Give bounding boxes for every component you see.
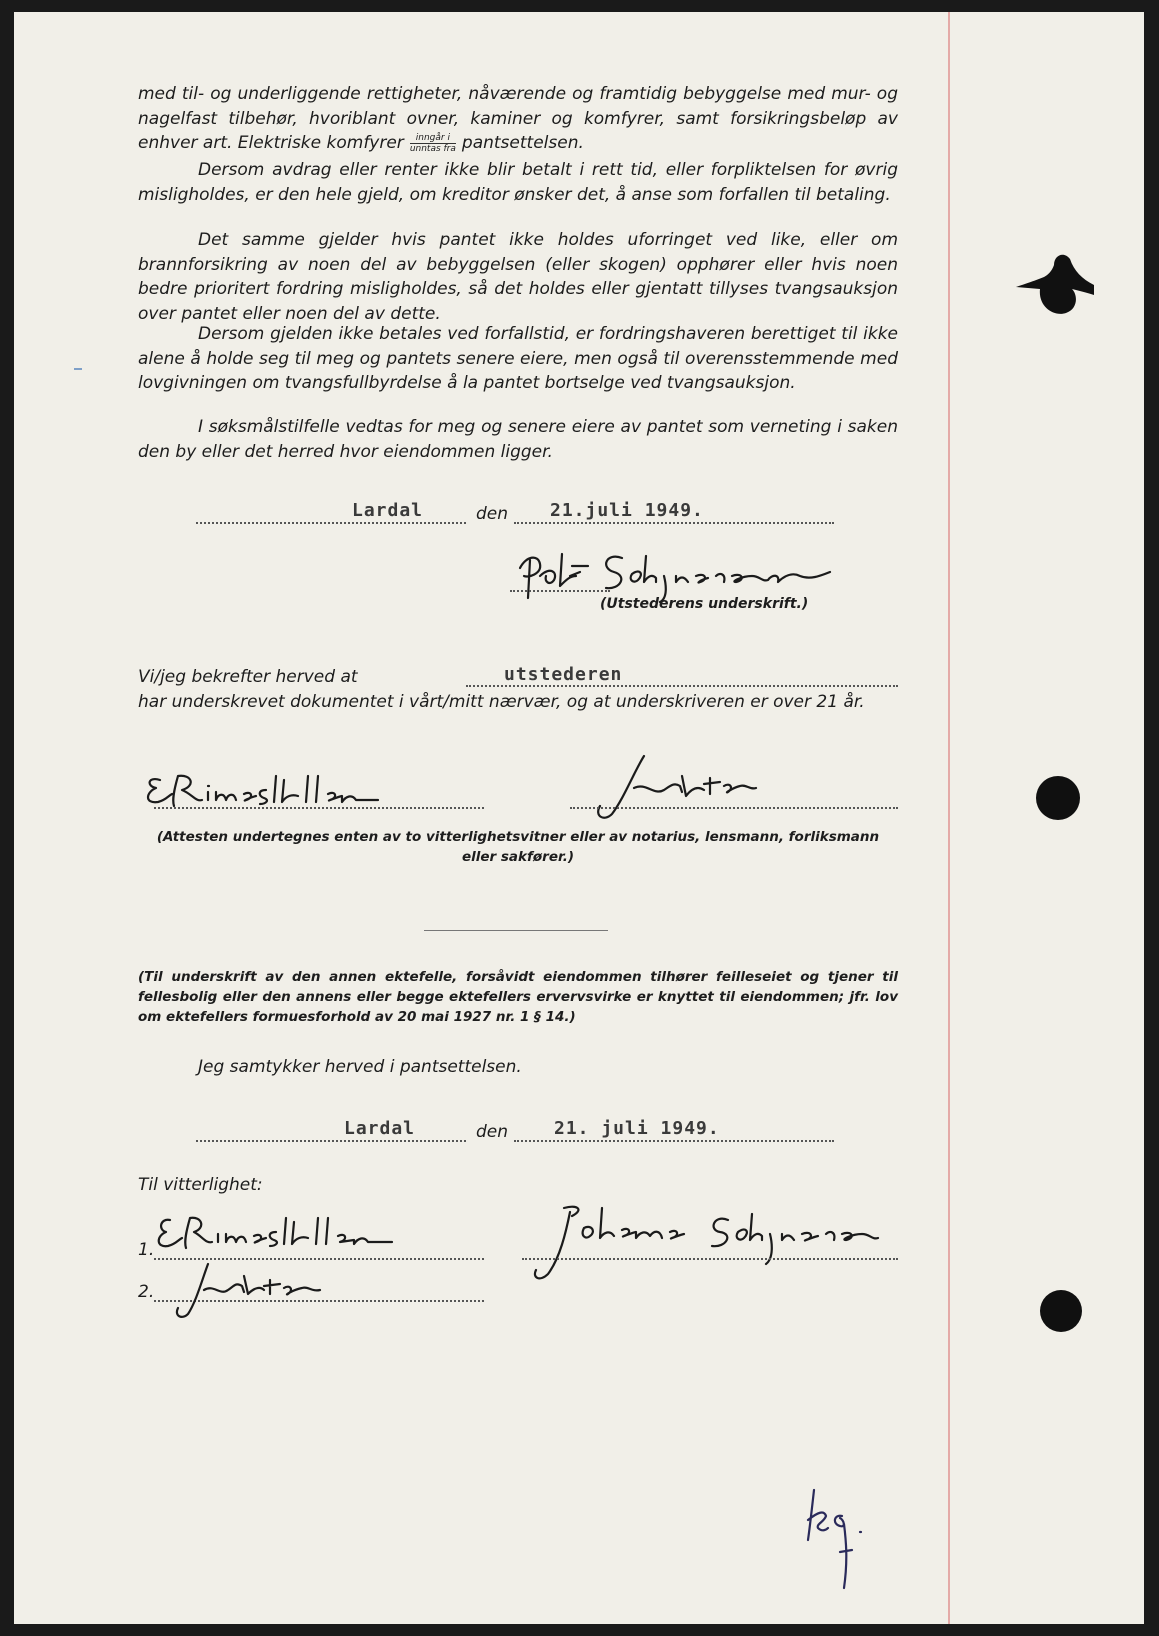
witness-heading: Til vitterlighet: [138, 1175, 263, 1195]
margin-rule [948, 12, 950, 1624]
ink-speck [74, 368, 82, 370]
paragraph-1 [138, 82, 898, 156]
punch-hole-1 [1036, 776, 1080, 820]
paragraph-2: Dersom avdrag eller renter ikke blir betalt i rett tid, eller forpliktelsen for øvrig misligholdes, er den hele gjeld, om kreditor ønsker det, å anse som forfallen til betaling. [138, 160, 898, 205]
witness-signature-2 [574, 752, 774, 822]
witness-line-2 [570, 807, 898, 809]
paragraph-4: Dersom gjelden ikke betales ved forfallstid, er fordringshaveren berettiget til ikke alene å holde seg til meg og pantets senere eiere, men også til overensstemmende med lovgivningen om tvangsfullbyrdelse å la pantet bortselge ved tvangsauksjon. [138, 324, 898, 393]
witness-number-2: 2. [138, 1282, 155, 1302]
date-typed-2: 21. juli 1949. [554, 1118, 720, 1139]
punch-hole-2 [1040, 1290, 1082, 1332]
paragraph-3: Det samme gjelder hvis pantet ikke holdes uforringet ved like, eller om brannforsikring av noen del av bebyggelsen (eller skogen) opphører eller hvis noen bedre prioritert fordring misligholdes, så det holdes eller gjentatt tillyses tvangsauksjon over pantet eller noen del av dette. [138, 230, 898, 324]
date-line-1 [514, 522, 834, 524]
spouse-note: (Til underskrift av den annen ektefelle, forsåvidt eiendommen tilhører feilleseiet og tjener til fellesbolig eller den annens eller begge ektefellers ervervsvirke er knyttet til eiendommen; jfr. lov om ektefellers formuesforhold av 20 mai 1927 nr. 1 § 14.) [138, 969, 898, 1025]
fraction-top: inngår i [410, 133, 456, 144]
place-line-1 [196, 522, 466, 524]
place-line-2 [196, 1140, 466, 1142]
confirm-prefix: Vi/jeg bekrefter herved at [138, 667, 358, 687]
spouse-sig-line [522, 1258, 898, 1260]
confirm-line [466, 685, 898, 687]
den-label-2: den [476, 1122, 509, 1142]
date-line-2 [514, 1140, 834, 1142]
place-typed-2: Lardal [344, 1118, 416, 1139]
witness-line-1 [154, 807, 484, 809]
den-label-1: den [476, 504, 509, 524]
witness-number-1: 1. [138, 1240, 155, 1260]
attest-note: (Attesten undertegnes enten av to vitterlighetsvitner eller av notarius, lensmann, forliksmann eller sakfører.) [156, 829, 880, 865]
paragraph-1-text: med til- og underliggende rettigheter, nåværende og framtidig bebyggelse med mur- og nagelfast tilbehør, hvoriblant ovner, kaminer og komfyrer, samt forsikringsbeløp av enhver art. Elektriske komfyrer [138, 84, 898, 153]
spouse-signature [520, 1202, 900, 1286]
confirm-text: har underskrevet dokumentet i vårt/mitt nærvær, og at underskriveren er over 21 år. [138, 692, 865, 712]
vitne-signature-2 [164, 1262, 364, 1322]
divider [424, 930, 608, 931]
paragraph-1-end: pantsettelsen. [461, 133, 584, 153]
document-page [14, 12, 1144, 1624]
paper-tear [1014, 237, 1094, 327]
date-typed-1: 21.juli 1949. [550, 500, 704, 521]
confirm-typed-who: utstederen [504, 664, 623, 685]
vitne-signature-1 [148, 1212, 408, 1260]
paragraph-5: I søksmålstilfelle vedtas for meg og senere eiere av pantet som verneting i saken den by eller det herred hvor eiendommen ligger. [138, 417, 898, 462]
fraction-choice [410, 133, 456, 154]
issuer-sig-label: (Utstederens underskrift.) [600, 596, 809, 612]
issuer-sig-line [510, 590, 610, 592]
consent-text: Jeg samtykker herved i pantsettelsen. [198, 1057, 522, 1077]
place-typed-1: Lardal [352, 500, 424, 521]
initials-mark [794, 1480, 884, 1600]
fraction-bottom: unntas fra [409, 143, 456, 154]
